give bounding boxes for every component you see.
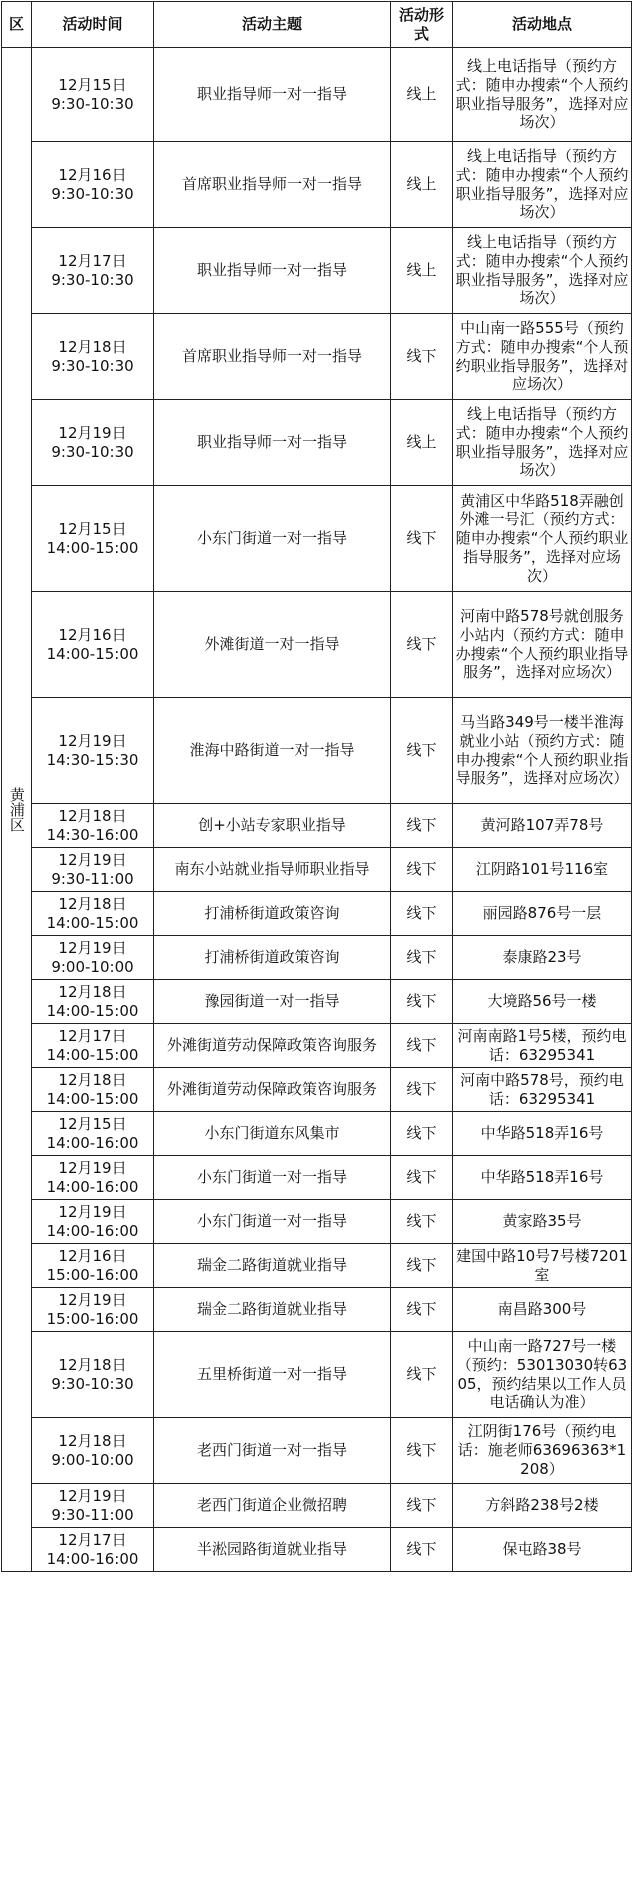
cell-time: 12月18日 9:30-10:30 [32, 1332, 154, 1418]
cell-time: 12月19日 9:00-10:00 [32, 936, 154, 980]
cell-form: 线下 [391, 936, 453, 980]
cell-theme: 打浦桥街道政策咨询 [154, 936, 391, 980]
header-place: 活动地点 [453, 2, 632, 48]
cell-form: 线下 [391, 1288, 453, 1332]
cell-time: 12月16日 9:30-10:30 [32, 142, 154, 228]
table-row [2, 1244, 632, 1288]
cell-place: 建国中路10号7号楼7201室 [453, 1244, 632, 1288]
table-row [2, 1418, 632, 1484]
cell-theme: 职业指导师一对一指导 [154, 48, 391, 142]
cell-theme: 瑞金二路街道就业指导 [154, 1244, 391, 1288]
cell-form: 线上 [391, 400, 453, 486]
header-theme: 活动主题 [154, 2, 391, 48]
table-row [2, 1484, 632, 1528]
cell-form: 线下 [391, 1112, 453, 1156]
header-row [2, 2, 632, 48]
table-row [2, 698, 632, 804]
table-row [2, 980, 632, 1024]
cell-theme: 首席职业指导师一对一指导 [154, 142, 391, 228]
cell-place: 中华路518弄16号 [453, 1156, 632, 1200]
cell-form: 线上 [391, 228, 453, 314]
cell-place: 线上电话指导（预约方式：随申办搜索“个人预约职业指导服务”，选择对应场次） [453, 400, 632, 486]
cell-time: 12月18日 14:00-15:00 [32, 980, 154, 1024]
header-time: 活动时间 [32, 2, 154, 48]
cell-place: 丽园路876号一层 [453, 892, 632, 936]
cell-place: 保屯路38号 [453, 1528, 632, 1572]
cell-form: 线下 [391, 1244, 453, 1288]
cell-place: 黄浦区中华路518弄融创外滩一号汇（预约方式：随申办搜索“个人预约职业指导服务”，选择对应场次） [453, 486, 632, 592]
table-row [2, 314, 632, 400]
cell-time: 12月15日 14:00-16:00 [32, 1112, 154, 1156]
cell-form: 线下 [391, 980, 453, 1024]
table-row [2, 1288, 632, 1332]
table-row [2, 892, 632, 936]
cell-time: 12月19日 9:30-10:30 [32, 400, 154, 486]
cell-form: 线下 [391, 804, 453, 848]
cell-time: 12月18日 14:00-15:00 [32, 1068, 154, 1112]
cell-place: 河南中路578号，预约电话：63295341 [453, 1068, 632, 1112]
cell-place: 江阴路101号116室 [453, 848, 632, 892]
cell-time: 12月18日 9:00-10:00 [32, 1418, 154, 1484]
cell-place: 方斜路238号2楼 [453, 1484, 632, 1528]
cell-place: 线上电话指导（预约方式：随申办搜索“个人预约职业指导服务”，选择对应场次） [453, 228, 632, 314]
cell-theme: 南东小站就业指导师职业指导 [154, 848, 391, 892]
cell-form: 线下 [391, 1200, 453, 1244]
cell-time: 12月16日 15:00-16:00 [32, 1244, 154, 1288]
cell-time: 12月19日 9:30-11:00 [32, 848, 154, 892]
cell-theme: 小东门街道一对一指导 [154, 486, 391, 592]
cell-place: 大境路56号一楼 [453, 980, 632, 1024]
cell-form: 线下 [391, 592, 453, 698]
table-row [2, 592, 632, 698]
cell-theme: 外滩街道一对一指导 [154, 592, 391, 698]
table-row [2, 1200, 632, 1244]
cell-form: 线下 [391, 1332, 453, 1418]
cell-form: 线下 [391, 1528, 453, 1572]
cell-theme: 职业指导师一对一指导 [154, 228, 391, 314]
cell-form: 线下 [391, 1156, 453, 1200]
cell-time: 12月16日 14:00-15:00 [32, 592, 154, 698]
cell-place: 中山南一路555号（预约方式：随申办搜索“个人预约职业指导服务”，选择对应场次） [453, 314, 632, 400]
cell-time: 12月17日 9:30-10:30 [32, 228, 154, 314]
header-form: 活动形式 [391, 2, 453, 48]
cell-time: 12月19日 14:00-16:00 [32, 1156, 154, 1200]
table-row [2, 486, 632, 592]
cell-place: 中华路518弄16号 [453, 1112, 632, 1156]
table-row [2, 400, 632, 486]
cell-form: 线下 [391, 892, 453, 936]
cell-time: 12月19日 15:00-16:00 [32, 1288, 154, 1332]
cell-time: 12月18日 14:00-15:00 [32, 892, 154, 936]
cell-form: 线下 [391, 1068, 453, 1112]
cell-place: 河南南路1号5楼，预约电话：63295341 [453, 1024, 632, 1068]
activity-table [1, 1, 632, 1572]
cell-place: 江阴街176号（预约电话：施老师63696363*1208） [453, 1418, 632, 1484]
table-row [2, 1024, 632, 1068]
cell-time: 12月15日 14:00-15:00 [32, 486, 154, 592]
cell-time: 12月19日 14:30-15:30 [32, 698, 154, 804]
cell-place: 河南中路578号就创服务小站内（预约方式：随申办搜索“个人预约职业指导服务”，选择对应场次） [453, 592, 632, 698]
cell-form: 线下 [391, 1484, 453, 1528]
table-row [2, 848, 632, 892]
cell-theme: 小东门街道东风集市 [154, 1112, 391, 1156]
cell-theme: 豫园街道一对一指导 [154, 980, 391, 1024]
cell-time: 12月15日 9:30-10:30 [32, 48, 154, 142]
table-row [2, 1156, 632, 1200]
table-row [2, 48, 632, 142]
cell-form: 线下 [391, 1418, 453, 1484]
cell-time: 12月19日 9:30-11:00 [32, 1484, 154, 1528]
table-body [2, 48, 632, 1572]
cell-place: 马当路349号一楼半淮海就业小站（预约方式：随申办搜索“个人预约职业指导服务”，选择对应场次） [453, 698, 632, 804]
cell-form: 线下 [391, 314, 453, 400]
cell-theme: 淮海中路街道一对一指导 [154, 698, 391, 804]
cell-theme: 老西门街道企业微招聘 [154, 1484, 391, 1528]
cell-theme: 小东门街道一对一指导 [154, 1200, 391, 1244]
table-row [2, 142, 632, 228]
cell-form: 线下 [391, 848, 453, 892]
cell-form: 线上 [391, 48, 453, 142]
cell-theme: 职业指导师一对一指导 [154, 400, 391, 486]
table-row [2, 1112, 632, 1156]
cell-place: 泰康路23号 [453, 936, 632, 980]
cell-theme: 瑞金二路街道就业指导 [154, 1288, 391, 1332]
cell-place: 线上电话指导（预约方式：随申办搜索“个人预约职业指导服务”，选择对应场次） [453, 142, 632, 228]
cell-place: 线上电话指导（预约方式：随申办搜索“个人预约职业指导服务”，选择对应场次） [453, 48, 632, 142]
cell-form: 线下 [391, 698, 453, 804]
cell-theme: 外滩街道劳动保障政策咨询服务 [154, 1068, 391, 1112]
cell-theme: 创+小站专家职业指导 [154, 804, 391, 848]
cell-time: 12月18日 14:30-16:00 [32, 804, 154, 848]
cell-place: 南昌路300号 [453, 1288, 632, 1332]
cell-theme: 外滩街道劳动保障政策咨询服务 [154, 1024, 391, 1068]
table-row [2, 228, 632, 314]
table-row [2, 936, 632, 980]
cell-theme: 打浦桥街道政策咨询 [154, 892, 391, 936]
district-cell: 黄浦区 [2, 48, 32, 1572]
table-row [2, 804, 632, 848]
cell-time: 12月17日 14:00-16:00 [32, 1528, 154, 1572]
cell-place: 黄河路107弄78号 [453, 804, 632, 848]
cell-theme: 半淞园路街道就业指导 [154, 1528, 391, 1572]
cell-theme: 老西门街道一对一指导 [154, 1418, 391, 1484]
cell-time: 12月19日 14:00-16:00 [32, 1200, 154, 1244]
cell-place: 黄家路35号 [453, 1200, 632, 1244]
cell-theme: 五里桥街道一对一指导 [154, 1332, 391, 1418]
cell-time: 12月17日 14:00-15:00 [32, 1024, 154, 1068]
table-row [2, 1068, 632, 1112]
cell-theme: 小东门街道一对一指导 [154, 1156, 391, 1200]
cell-time: 12月18日 9:30-10:30 [32, 314, 154, 400]
table-row [2, 1332, 632, 1418]
table-row [2, 1528, 632, 1572]
cell-form: 线上 [391, 142, 453, 228]
cell-form: 线下 [391, 1024, 453, 1068]
cell-place: 中山南一路727号一楼（预约：53013030转6305，预约结果以工作人员电话确认为准） [453, 1332, 632, 1418]
cell-theme: 首席职业指导师一对一指导 [154, 314, 391, 400]
header-district: 区 [2, 2, 32, 48]
cell-form: 线下 [391, 486, 453, 592]
